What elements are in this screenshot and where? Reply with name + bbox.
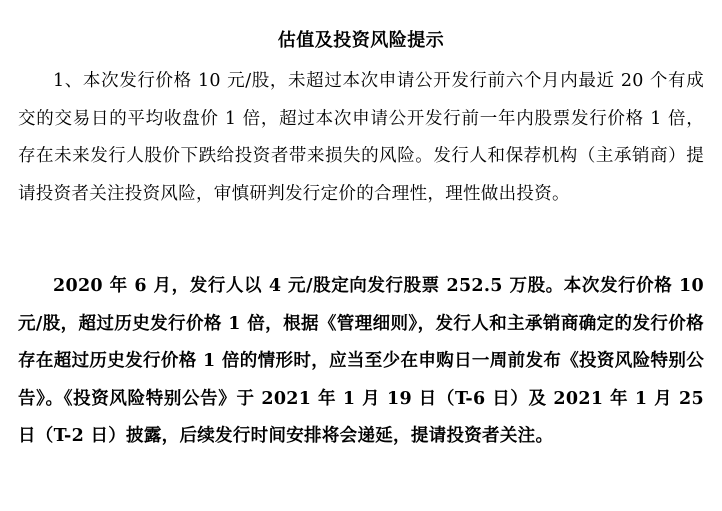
paragraph-historical-issuance: 2020 年 6 月，发行人以 4 元/股定向发行股票 252.5 万股。本次发行价格 10 元/股，超过历史发行价格 1 倍，根据《管理细则》，发行人和主承销商确定的发行价格存在超过历史发行价格 1 倍的情形时，应当至少在申购日一周前发布《投资风险特别公告》。《投资风险特别公告》于 2021 年 1 月 19 日（T-6 日）及 2021 年 1 月 25 日（T-2 日）披露，后续发行时间安排将会递延，提请投资者关注。 <box>18 276 704 446</box>
paragraph-price-risk: 1、本次发行价格 10 元/股，未超过本次申请公开发行前六个月内最近 20 个有成交的交易日的平均收盘价 1 倍，超过本次申请公开发行前一年内股票发行价格 1 倍，存在未来发行人股价下跌给投资者带来损失的风险。发行人和保荐机构（主承销商）提请投资者关注投资风险，审慎研判发行定价的合理性，理性做出投资。 <box>18 71 704 204</box>
document-title: 估值及投资风险提示 <box>277 30 445 51</box>
